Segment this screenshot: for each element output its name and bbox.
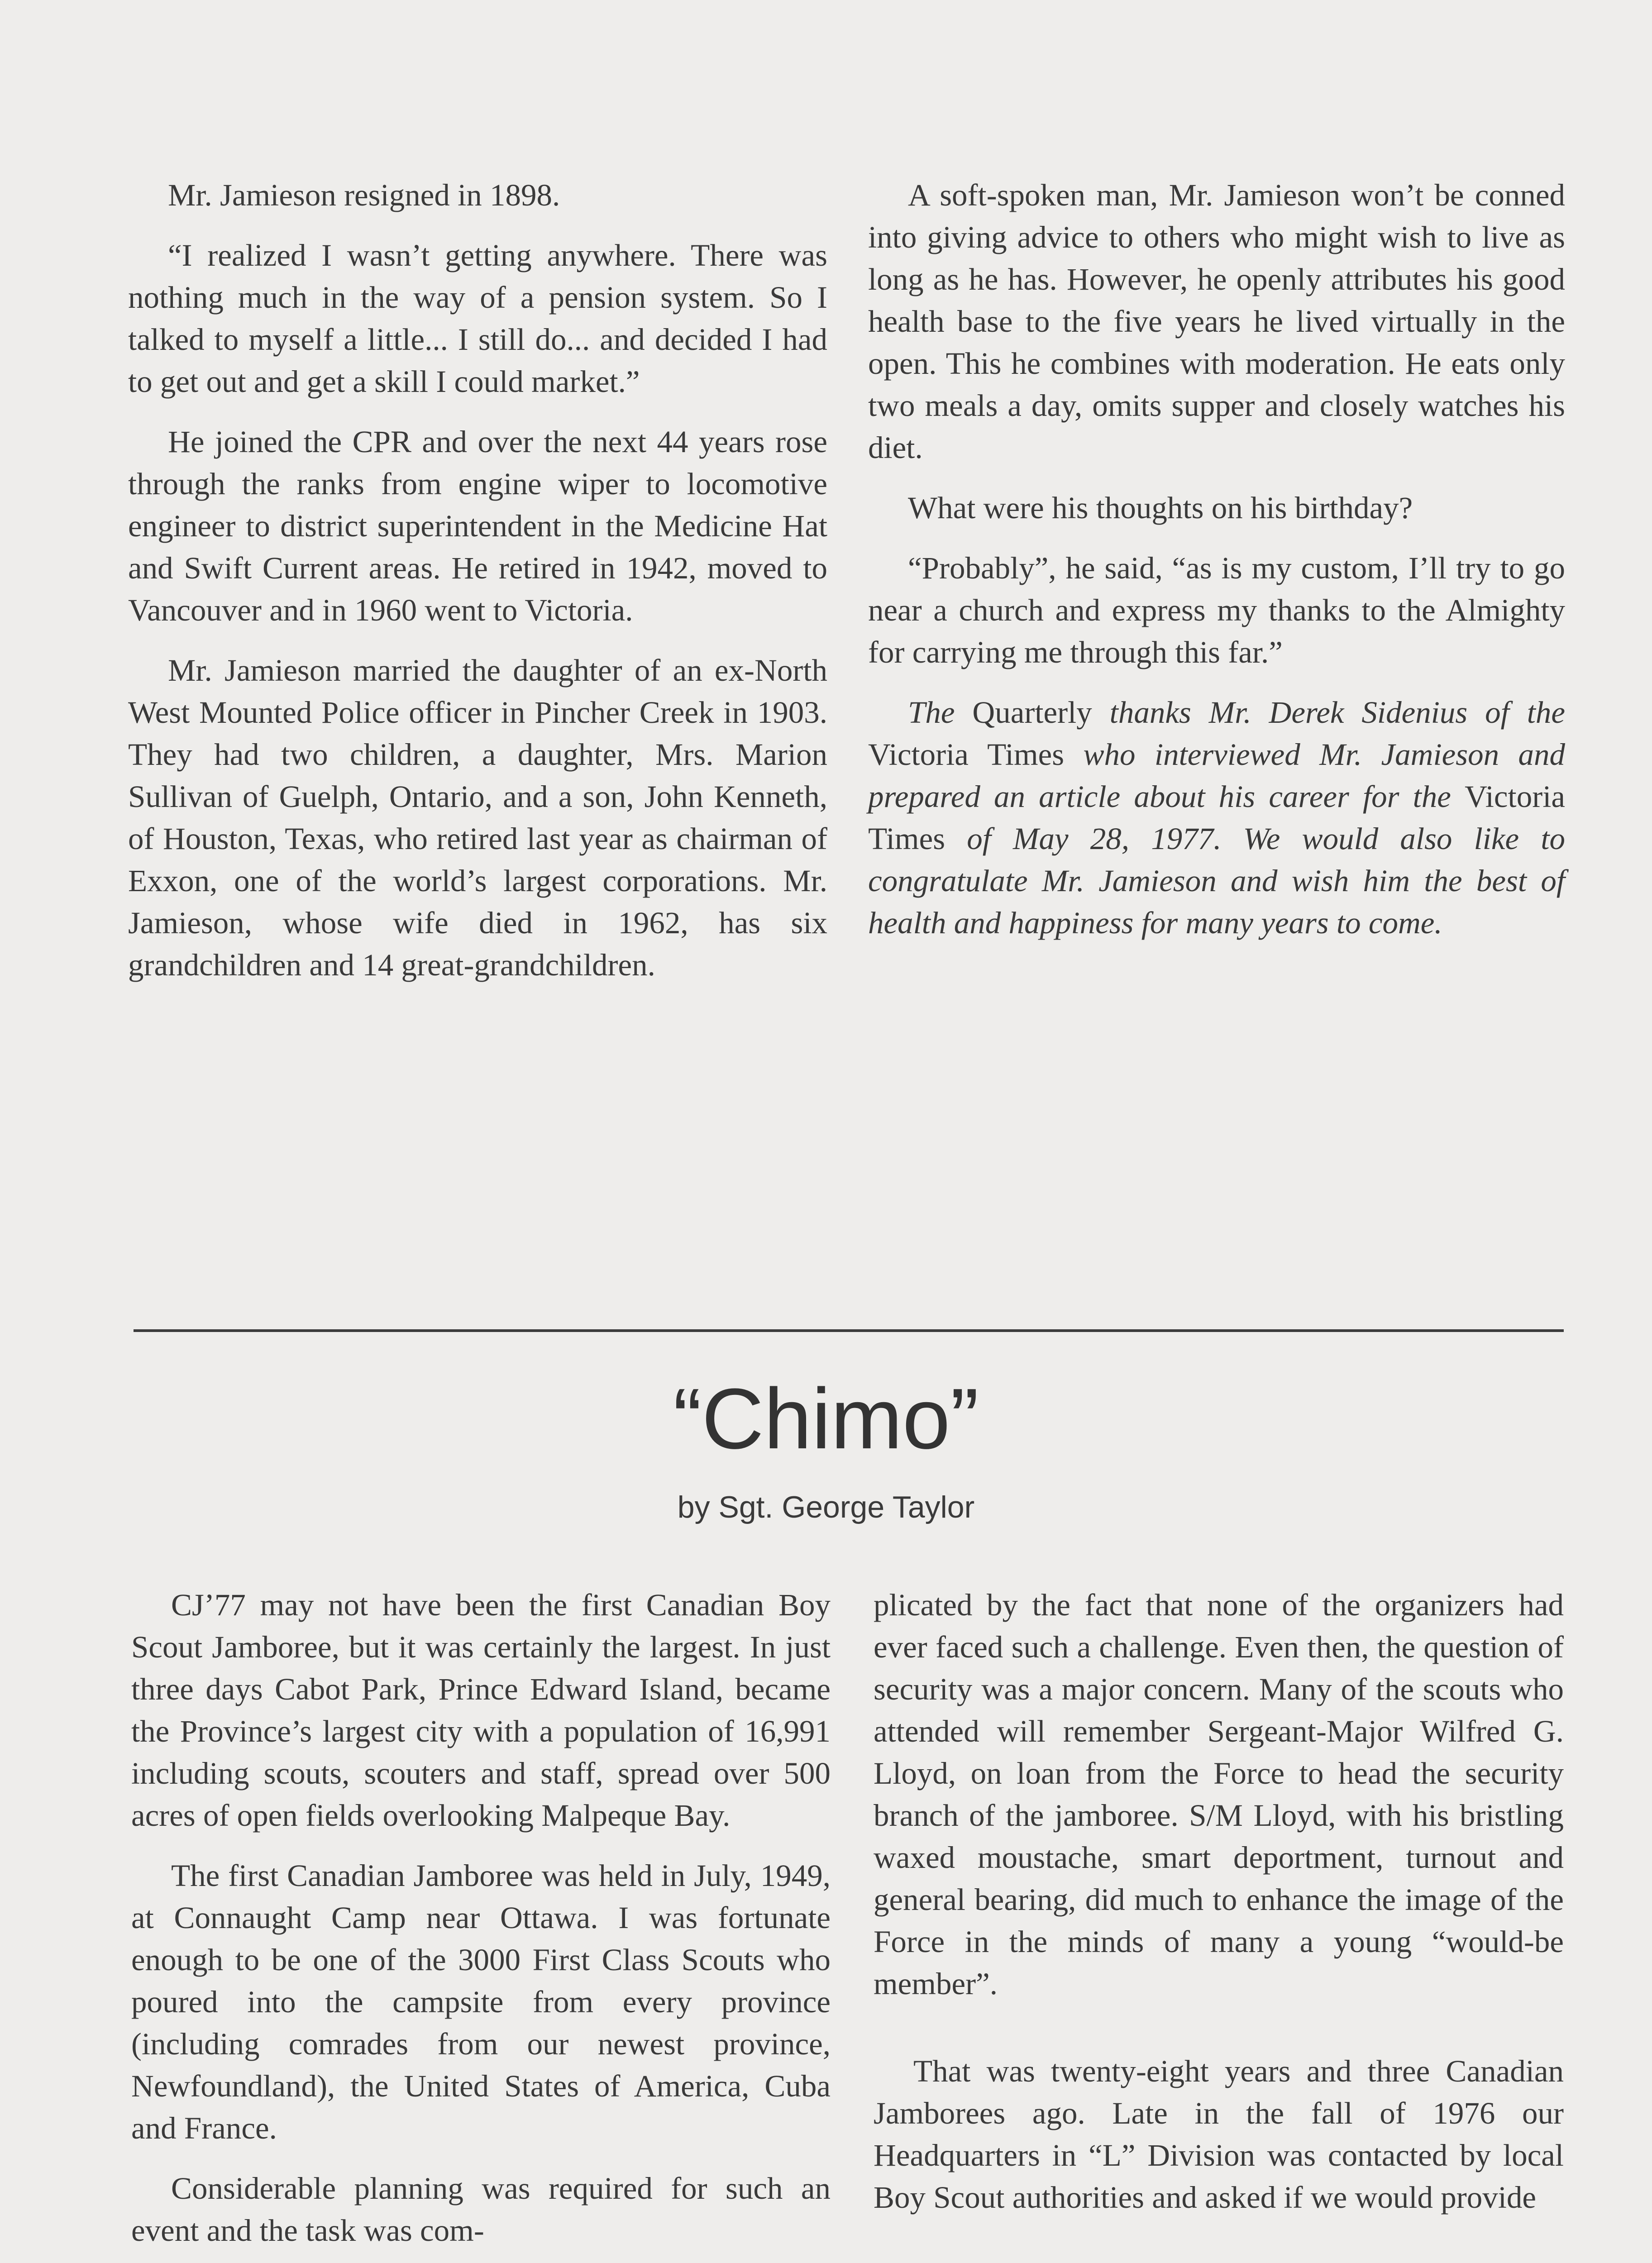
paragraph: The first Canadian Jamboree was held in July, 1949, at Connaught Camp near Ottawa. I was fortunate enough to be one of the 3000 First Class Scouts who poured into the campsite from every province (including comrades from our newest province, Newfoundland), the United States of America, Cuba and France.	[131, 1858, 831, 2145]
article2-right-column	[874, 1584, 1564, 2237]
acknowledgement-credit	[868, 692, 1565, 944]
paragraph: “I realized I wasn’t getting anywhere. There was nothing much in the way of a pension system. So I talked to myself a little... I still do... and decided I had to get out and get a skill I could market.”	[128, 238, 827, 399]
byline: by Sgt. George Taylor	[677, 1490, 975, 1524]
paragraph: Considerable planning was required for such an event and the task was com-	[131, 2171, 831, 2248]
article1-left-column	[128, 174, 827, 1004]
paragraph: A soft-spoken man, Mr. Jamieson won’t be conned into giving advice to others who might wish to live as long as he has. However, he openly attributes his good health base to the five years he lived virtually in the open. This he combines with moderation. He eats only two meals a day, omits supper and closely watches his diet.	[868, 178, 1565, 465]
credit-text: thanks Mr. Derek Sidenius of the	[1109, 695, 1565, 730]
paragraph: That was twenty-eight years and three Canadian Jamborees ago. Late in the fall of 1976 our Headquarters in “L” Division was contacted by local Boy Scout authorities and asked if we would provide	[874, 2054, 1564, 2215]
section-divider	[134, 1329, 1564, 1332]
paragraph: Mr. Jamieson married the daughter of an ex-North West Mounted Police officer in Pincher Creek in 1903. They had two children, a daughter, Mrs. Marion Sullivan of Guelph, Ontario, and a son, John Kenneth, of Houston, Texas, who retired last year as chairman of Exxon, one of the world’s largest corporations. Mr. Jamieson, whose wife died in 1962, has six grandchildren and 14 great-grandchildren.	[128, 653, 827, 982]
credit-text: Victoria Times	[868, 737, 1065, 772]
paragraph: CJ’77 may not have been the first Canadian Boy Scout Jamboree, but it was certainly the largest. In just three days Cabot Park, Prince Edward Island, became the Province’s largest city with a population of 16,991 including scouts, scouters and staff, spread over 500 acres of open fields overlooking Malpeque Bay.	[131, 1588, 831, 1833]
article-title: “Chimo”	[673, 1371, 979, 1467]
paragraph: plicated by the fact that none of the organizers had ever faced such a challenge. Even then, the question of security was a major concern. Many of the scouts who attended will remember Sergeant-Major Wilfred G. Lloyd, on loan from the Force to head the security branch of the jamboree. S/M Lloyd, with his bristling waxed moustache, smart deportment, turnout and general bearing, did much to enhance the image of the Force in the minds of many a young “would-be member”.	[874, 1588, 1564, 2001]
article2-left-column	[131, 1584, 831, 2263]
credit-text: Quarterly	[972, 695, 1092, 730]
paragraph: Mr. Jamieson resigned in 1898.	[168, 178, 560, 212]
credit-text: of May 28, 1977. We would also like to congratulate Mr. Jamieson and wish him the best of health and happiness for many years to come.	[868, 821, 1566, 940]
credit-text: who interviewed Mr. Jamieson and prepared an article about his career for the	[868, 737, 1565, 814]
paragraph: He joined the CPR and over the next 44 years rose through the ranks from engine wiper to locomotive engineer to district superintendent in the Medicine Hat and Swift Current areas. He retired in 1942, moved to Vancouver and in 1960 went to Victoria.	[128, 425, 827, 627]
credit-text: The	[908, 695, 955, 730]
credit-text: Victoria Times	[868, 779, 1566, 856]
paragraph: What were his thoughts on his birthday?	[908, 491, 1413, 525]
paragraph: “Probably”, he said, “as is my custom, I’ll try to go near a church and express my thanks to the Almighty for carrying me through this far.”	[868, 551, 1565, 669]
article1-right-column	[868, 174, 1565, 962]
